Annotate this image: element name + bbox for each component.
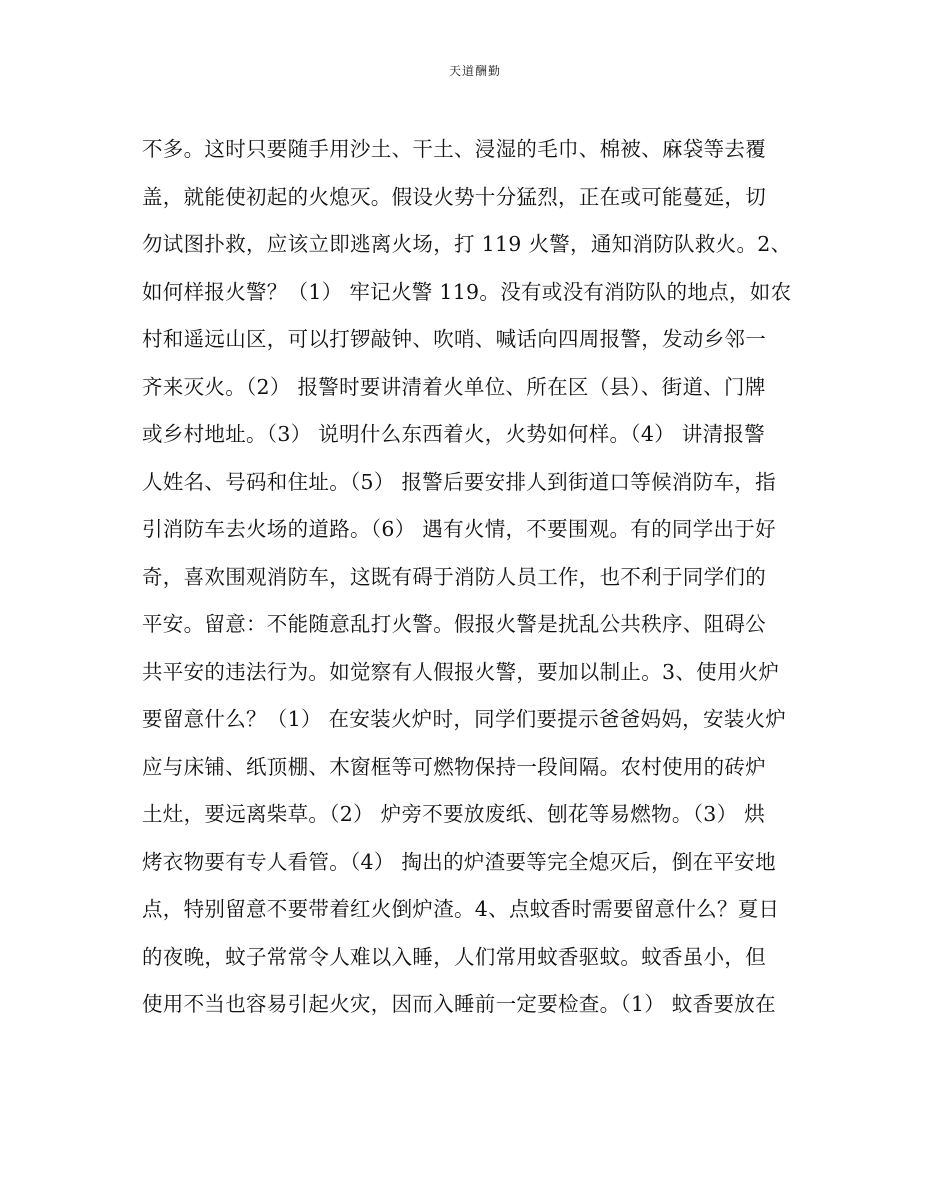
text-line: 土灶，要远离柴草。（2） 炉旁不要放废纸、刨花等易燃物。（3） 烘	[142, 802, 766, 826]
text-line: 齐来灭火。（2） 报警时要讲清着火单位、所在区（县）、街道、门牌	[142, 374, 766, 399]
body-text	[142, 126, 814, 1029]
text-line: 应与床铺、纸顶棚、木窗框等可燃物保持一段间隔。农村使用的砖炉	[142, 754, 766, 779]
text-line: 烤衣物要有专人看管。（4） 掏出的炉渣要等完全熄灭后，倒在平安地	[142, 849, 776, 874]
text-line: 勿试图扑救，应该立即逃离火场，打 119 火警，通知消防队救火。2、	[142, 232, 792, 256]
page-header: 天道酬勤	[448, 64, 501, 78]
text-line: 共平安的违法行为。如觉察有人假报火警，要加以制止。3、使用火炉	[142, 659, 780, 684]
text-line: 或乡村地址。（3） 说明什么东西着火，火势如何样。（4） 讲清报警	[142, 422, 766, 446]
text-line: 盖，就能使初起的火熄灭。假设火势十分猛烈，正在或可能蔓延，切	[142, 184, 766, 209]
text-line: 如何样报火警？（1） 牢记火警 119。没有或没有消防队的地点，如农	[142, 279, 792, 304]
text-line: 引消防车去火场的道路。（6） 遇有火情，不要围观。有的同学出于好	[142, 517, 776, 541]
text-line: 不多。这时只要随手用沙土、干土、浸湿的毛巾、棉被、麻袋等去覆	[142, 137, 766, 161]
text-line: 人姓名、号码和住址。（5） 报警后要安排人到街道口等候消防车，指	[142, 469, 776, 494]
text-line: 奇，喜欢围观消防车，这既有碍于消防人员工作，也不利于同学们的	[142, 564, 766, 589]
text-line: 使用不当也容易引起火灾，因而入睡前一定要检查。（1） 蚊香要放在	[142, 992, 776, 1016]
text-line: 村和遥远山区，可以打锣敲钟、吹哨、喊话向四周报警，发动乡邻一	[142, 327, 766, 351]
text-line: 平安。留意：不能随意乱打火警。假报火警是扰乱公共秩序、阻碍公	[142, 612, 766, 636]
text-line: 的夜晚，蚊子常常令人难以入睡，人们常用蚊香驱蚊。蚊香虽小，但	[142, 944, 766, 969]
text-line: 点，特别留意不要带着红火倒炉渣。4、点蚊香时需要留意什么？夏日	[142, 897, 780, 921]
text-line: 要留意什么？（1） 在安装火炉时，同学们要提示爸爸妈妈，安装火炉	[142, 707, 787, 731]
